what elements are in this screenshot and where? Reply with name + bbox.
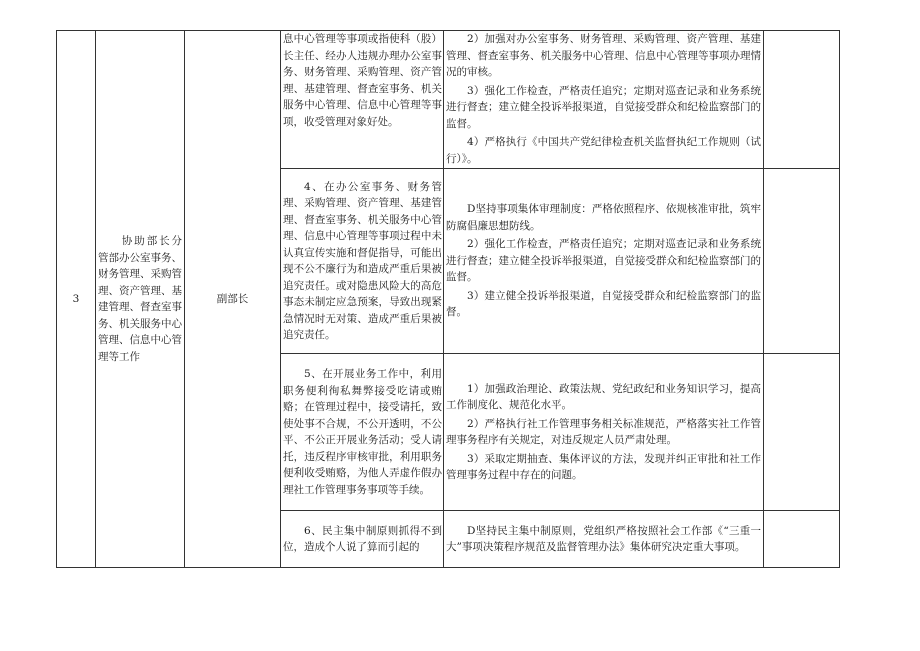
risk-point-text: 4、在办公室事务、财务管理、采购管理、资产管理、基建管理、督查室事务、机关服务中心管理、信息中心管理等事项过程中未认真宣传实施和督促指导，可能出现不公不廉行为和造成严重后果被追究责任。或对隐患风险大的高危事态未制定应急预案，导致出现紧急情况时无对策、造成严重后果被追究责任。: [283, 180, 442, 341]
risk-point-cell: [281, 354, 444, 511]
measure-item: 1）加强政治理论、政策法规、党纪政纪和业务知识学习，提高工作制度化、规范化水平。: [446, 382, 761, 411]
measure-item: 2）严格执行社工作管理事务相关标准规范，严格落实社工作管理事务程序有关规定，对违反规定人员严肃处理。: [446, 417, 761, 446]
notes-cell: [764, 169, 840, 354]
measure-item: 3）采取定期抽查、集体评议的方法，发现并纠正审批和社工作管理事务过程中存在的问题。: [446, 452, 761, 481]
risk-point-cell: [281, 511, 444, 568]
measure-item: 3）建立健全投诉举报渠道，自觉接受群众和纪检监察部门的监督。: [446, 289, 761, 319]
measure-item: 4）严格执行《中国共产党纪律检查机关监督执纪工作规则（试行）》。: [446, 136, 761, 165]
measure-item: D坚持事项集体审理制度：严格依照程序、依规核准审批，筑牢防腐倡廉思想防线。: [446, 203, 761, 232]
notes-cell: [764, 354, 840, 511]
measure-item: 3）强化工作检查，严格责任追究；定期对巡查记录和业务系统进行督查；建立健全投诉举报渠道，自觉接受群众和纪检监察部门的监督。: [446, 84, 761, 130]
measure-item: 2）加强对办公室事务、财务管理、采购管理、资产管理、基建管理、督查室事务、机关服务中心管理、信息中心管理等事项办理情况的审核。: [446, 33, 761, 78]
row-number-cell: [57, 31, 96, 568]
risk-point-cell: [281, 169, 444, 354]
measures-cell: [444, 354, 764, 511]
measures-cell: [444, 169, 764, 354]
risk-point-text: 5、在开展业务工作中，利用职务便利徇私舞弊接受吃请或贿赂；在管理过程中，接受请托，致使处事不合规，不公开透明，不公平、不公正开展业务活动；受人请托，违反程序审核审批，利用职务便利收受贿赂，为他人弄虚作假办理社工作管理事务事项等手续。: [283, 368, 442, 496]
risk-point-cell: [281, 31, 444, 169]
notes-cell: [764, 31, 840, 169]
department-responsibility: 协助部长分管部办公室事务、财务管理、采购管理、资产管理、基建管理、督查室事务、机关服务中心管理、信息中心管理等工作: [98, 235, 182, 363]
risk-point-text: 6、民主集中制原则抓得不到位，造成个人说了算而引起的: [283, 524, 442, 553]
notes-cell: [764, 511, 840, 568]
measure-item: D坚持民主集中制原则，党组织严格按照社会工作部《“三重一大”事项决策程序规范及监督管理办法》集体研究决定重大事项。: [446, 524, 761, 553]
measure-item: 2）强化工作检查，严格责任追究；定期对巡查记录和业务系统进行督查；建立健全投诉举报渠道，自觉接受群众和纪检监察部门的监督。: [446, 238, 761, 284]
measures-cell: [444, 31, 764, 169]
department-cell: [96, 31, 185, 568]
position-cell: [185, 31, 281, 568]
risk-point-text: 息中心管理等事项或指使科（股）长主任、经办人违规办理办公室事务、财务管理、采购管理、资产管理、基建管理、督查室事务、机关服务中心管理、信息中心管理等事项，收受管理对象好处。: [283, 33, 442, 128]
measures-cell: [444, 511, 764, 568]
position-title: 副部长: [216, 292, 249, 305]
table-row: [57, 31, 840, 169]
risk-control-table: [56, 30, 840, 568]
row-number: 3: [72, 292, 80, 305]
